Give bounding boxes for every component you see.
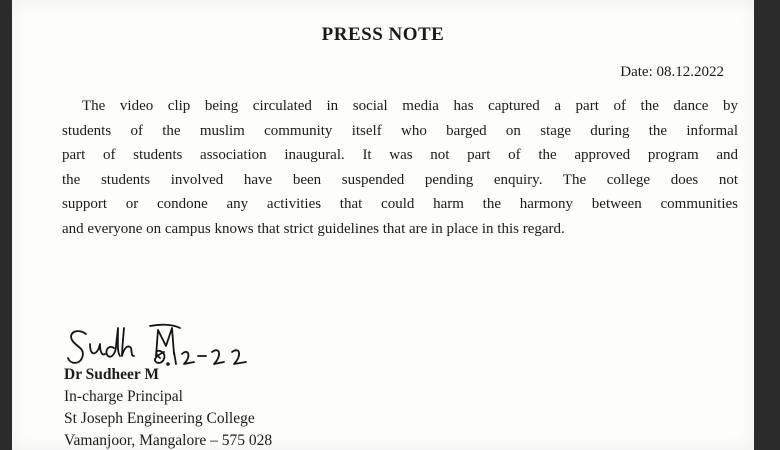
signatory-block [64,364,272,450]
document-date: Date: 08.12.2022 [620,64,724,80]
signatory-designation: In-charge Principal [64,388,183,405]
signatory-name: Dr Sudheer M [64,366,160,383]
body-line: the students involved have been suspended pending enquiry. The college does not [62,171,738,188]
press-note-body [62,94,738,242]
body-line: support or condone any activities that could harm the harmony between communities [62,196,738,213]
body-line: and everyone on campus knows that strict guidelines that are in place in this regard. [62,220,565,237]
body-line: The video clip being circulated in social media has captured a part of the dance by [82,98,738,114]
document-title: PRESS NOTE [321,24,445,45]
body-line: part of students association inaugural. It was not part of the approved program and [62,147,738,164]
press-note-page [12,0,754,450]
signatory-institution: St Joseph Engineering College [64,410,255,427]
signatory-address: Vamanjoor, Mangalore – 575 028 [64,432,273,449]
body-line: students of the muslim community itself who barged on stage during the informal [62,122,738,139]
